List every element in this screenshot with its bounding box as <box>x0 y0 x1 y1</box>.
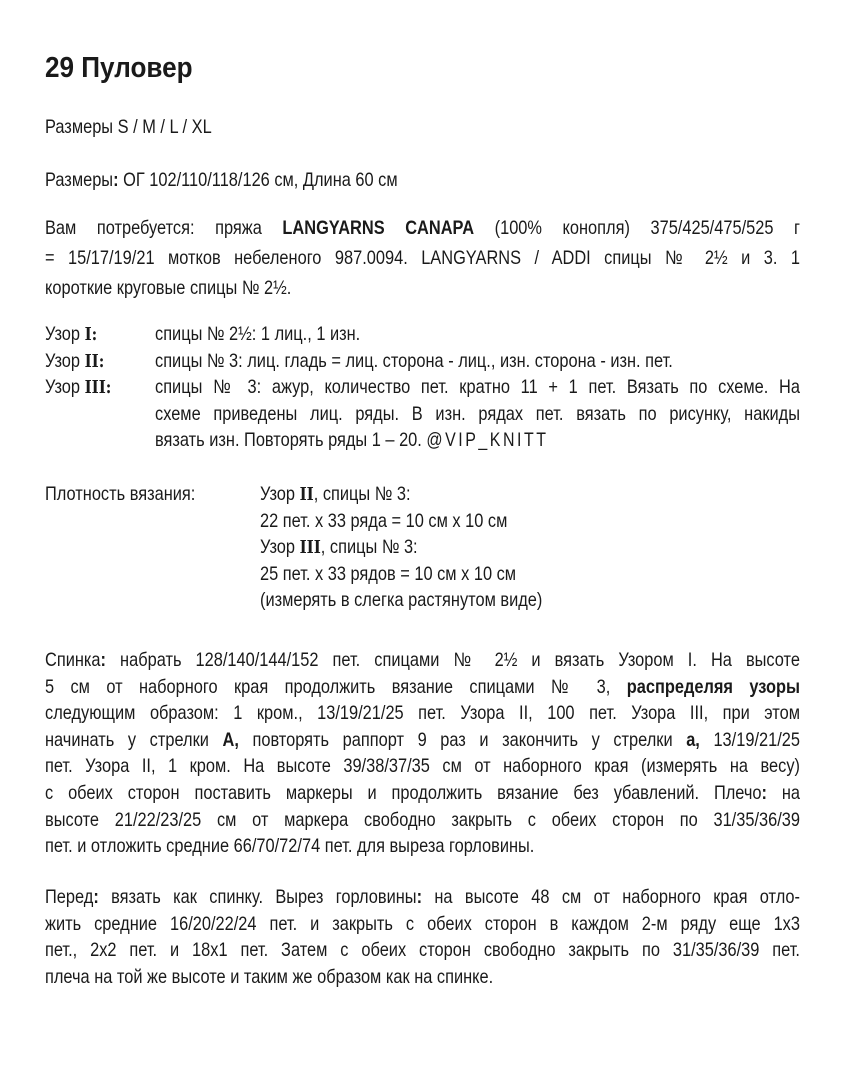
text-segment: ОГ 102/110/118/126 см, Длина 60 см <box>118 169 398 191</box>
pattern-label <box>45 375 111 400</box>
text-segment: 13/19/21/25 <box>699 728 800 751</box>
text-segment: : <box>93 886 99 908</box>
text-segment: = 15/17/19/21 мотков небеленого 987.0094. LANGYARNS / ADDI спицы № 2½ и 3. 1 <box>45 247 800 269</box>
text-segment: на высоте 48 см от наборного края отло- <box>422 886 801 908</box>
text-segment: , спицы № 3: <box>320 536 418 558</box>
text-segment: высоте 21/22/23/25 см от маркера свободно закрыть с обеих сторон по 31/35/36/39 <box>45 808 800 831</box>
text-segment: 22 пет. x 33 ряда = 10 см x 10 см <box>260 509 508 532</box>
gauge-line <box>260 535 418 560</box>
text-segment: распределяя узоры <box>626 675 800 698</box>
materials-line <box>45 246 800 270</box>
front-instructions-line <box>45 912 800 936</box>
sizes-line: Размеры S / M / L / XL <box>45 116 212 138</box>
materials-line <box>45 276 291 300</box>
back-instructions-line <box>45 834 534 858</box>
text-segment: III: <box>84 377 112 398</box>
back-instructions-line <box>45 701 800 725</box>
text-segment: LANGYARNS CANAPA <box>282 217 475 239</box>
text-segment: повторять раппорт 9 раз и закончить у стрелки <box>238 728 687 751</box>
text-segment: плеча на той же высоте и таким же образом как на спинке. <box>45 965 494 988</box>
back-instructions-line <box>45 754 800 778</box>
text-segment: , спицы № 3: <box>313 483 411 505</box>
text-segment: II <box>299 484 314 505</box>
pattern-description <box>155 322 360 346</box>
text-segment: Перед <box>45 886 94 908</box>
watermark-text: @VIP_KNITT <box>426 430 549 451</box>
text-segment: Вам потребуется: пряжа <box>45 217 283 239</box>
pattern-description <box>155 349 673 373</box>
front-instructions-line <box>45 938 800 962</box>
pattern-label <box>45 349 104 374</box>
text-segment: пет., 2x2 пет. и 18x1 пет. Затем с обеих сторон свободно закрыть по 31/35/36/39 пет. <box>45 939 800 962</box>
text-segment: спицы № 3: ажур, количество пет. кратно 11 + 1 пет. Вязать по схеме. На <box>155 376 800 398</box>
text-segment: (измерять в слегка растянутом виде) <box>260 589 543 611</box>
text-segment: Узор <box>45 323 85 345</box>
front-instructions-line <box>45 885 800 909</box>
back-instructions-line <box>45 781 800 805</box>
text-segment: : <box>113 169 119 191</box>
materials-line <box>45 216 800 240</box>
pattern-label <box>45 322 97 347</box>
text-segment: : <box>761 782 767 804</box>
text-segment: набрать 128/140/144/152 пет. спицами № 2½ и вязать Узором I. На высоте <box>105 649 800 671</box>
text-segment: с обеих сторон поставить маркеры и продолжить вязание без убавлений. Плечо <box>45 782 762 804</box>
back-instructions-line <box>45 808 800 832</box>
pattern-description <box>155 375 800 399</box>
measurements-line <box>45 168 398 192</box>
gauge-line <box>260 588 542 612</box>
front-instructions-line <box>45 965 493 989</box>
text-segment: жить средние 16/20/22/24 пет. и закрыть с обеих сторон в каждом 2-м ряду еще 1x3 <box>45 912 800 935</box>
text-segment: вязать изн. Повторять ряды 1 – 20. <box>155 429 427 451</box>
text-segment: спицы № 2½: 1 лиц., 1 изн. <box>155 323 361 345</box>
text-segment: начинать у стрелки <box>45 728 223 751</box>
text-segment: III <box>299 537 321 558</box>
text-segment: Узор <box>260 483 300 505</box>
text-segment: II: <box>84 350 105 372</box>
text-segment: 25 пет. x 33 рядов = 10 см x 10 см <box>260 562 517 585</box>
text-segment: I: <box>84 324 98 345</box>
text-segment: вязать как спинку. Вырез горловины <box>98 886 417 908</box>
text-segment: пет. и отложить средние 66/70/72/74 пет. для выреза горловины. <box>45 835 535 858</box>
text-segment: a, <box>686 728 700 751</box>
text-segment: Спинка <box>45 649 101 671</box>
text-segment: следующим образом: 1 кром., 13/19/21/25 пет. Узора II, 100 пет. Узора III, при этом <box>45 702 800 725</box>
text-segment: Узор <box>45 349 85 372</box>
page-title: 29 Пуловер <box>45 52 193 84</box>
gauge-line <box>260 562 516 586</box>
text-segment: (100% конопля) 375/425/475/525 г <box>474 217 800 239</box>
pattern-description <box>155 402 800 426</box>
text-segment: Размеры <box>45 169 114 191</box>
text-segment: 5 см от наборного края продолжить вязание спицами № 3, <box>45 675 627 698</box>
text-segment: схеме приведены лиц. ряды. В изн. рядах пет. вязать по рисунку, накиды <box>155 402 800 425</box>
gauge-label <box>45 482 195 506</box>
back-instructions-line <box>45 648 800 672</box>
back-instructions-line <box>45 675 800 699</box>
text-segment: Плотность вязания: <box>45 483 196 505</box>
gauge-line <box>260 509 507 533</box>
text-segment: A, <box>222 728 239 751</box>
text-segment: : <box>100 649 106 671</box>
text-segment: : <box>416 886 423 908</box>
gauge-line <box>260 482 411 507</box>
text-segment: пет. Узора II, 1 кром. На высоте 39/38/37/35 см от наборного края (измерять на весу) <box>45 755 800 778</box>
text-segment: короткие круговые спицы № 2½. <box>45 277 292 299</box>
text-segment: на <box>766 782 800 804</box>
text-segment: спицы № 3: лиц. гладь = лиц. сторона - лиц., изн. сторона - изн. пет. <box>155 349 673 372</box>
back-instructions-line <box>45 728 800 752</box>
text-segment: Узор <box>45 376 85 398</box>
pattern-description <box>155 428 549 453</box>
text-segment: Узор <box>260 536 300 558</box>
